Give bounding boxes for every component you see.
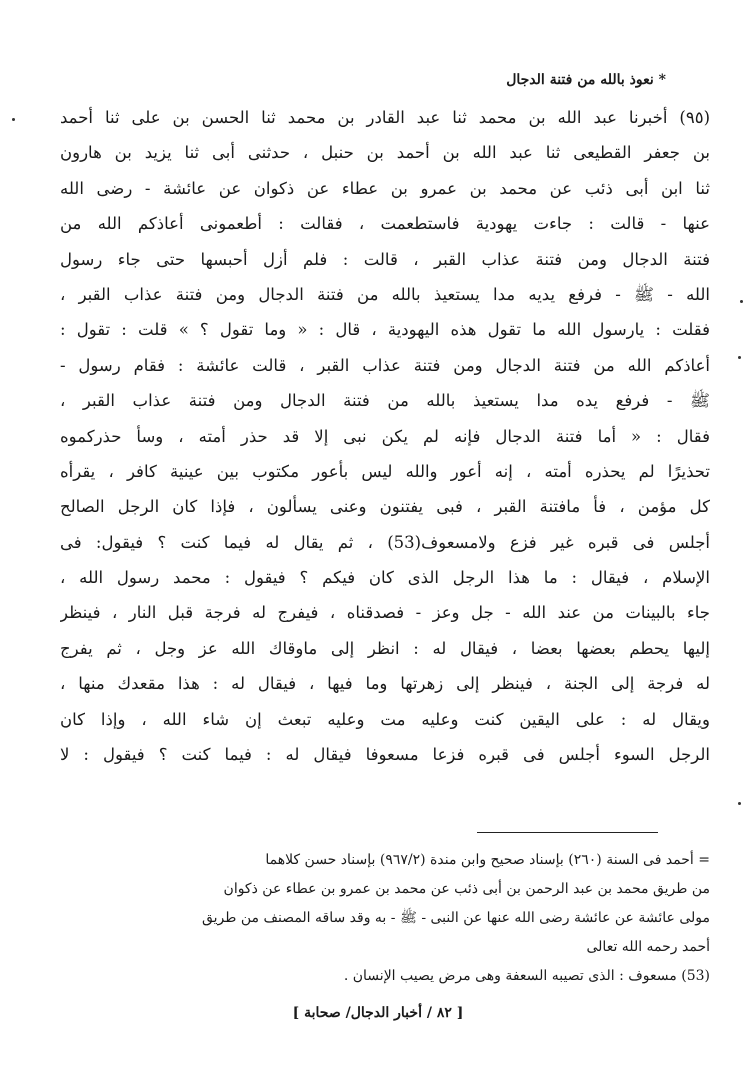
body-line: كل مؤمن ، فأ مافتنة القبر ، فبى يفتنون وعنى يسألون ، فإذا كان الرجل الصالح: [60, 497, 710, 517]
scan-speck: [740, 300, 743, 303]
footnote-line: مولى عائشة عن عائشة رضى الله عنها عن النبى - ﷺ - به وقد ساقه المصنف من طريق: [201, 910, 710, 926]
footnote-divider: [477, 832, 658, 833]
page-footer: [ ٨٢ / أخبار الدجال/ صحابة ]: [292, 1005, 464, 1021]
footnote-line: من طريق محمد بن عبد الرحمن بن أبى ذئب عن محمد بن عمرو بن عطاء عن ذكوان: [223, 881, 710, 897]
body-line: ثنا ابن أبى ذئب عن محمد بن عمرو بن عطاء عن ذكوان عن عائشة - رضى الله: [60, 178, 710, 198]
body-line: (٩٥) أخبرنا عبد الله بن محمد ثنا عبد القادر بن محمد ثنا الحسن بن على ثنا أحمد: [60, 108, 710, 127]
body-line: له فرجة إلى الجنة ، فينظر إلى زهرتها وما فيها ، فيقال له : هذا مقعدك منها ،: [60, 674, 710, 694]
body-line: جاء بالبينات من عند الله - جل وعز - فصدقناه ، فيفرج له فرجة قبل النار ، فينظر: [60, 603, 710, 623]
body-line: الإسلام ، فيقال : ما هذا الرجل الذى كان فيكم ؟ فيقول : محمد رسول الله ،: [60, 568, 710, 588]
body-line: فتنة الدجال ومن فتنة عذاب القبر ، قالت : فلم أزل أحبسها حتى جاء رسول: [60, 249, 710, 269]
footnote-line: (53) مسعوف : الذى تصيبه السعفة وهى مرض يصيب الإنسان .: [343, 968, 710, 984]
body-line: إليها يحطم بعضها بعضا ، فيقال له : انظر إلى ماوقاك الله عز وجل ، ثم يفرج: [60, 638, 710, 658]
body-text: [60, 100, 710, 772]
body-line: تحذيرًا لم يحذره أمته ، إنه أعور والله ليس بأعور مكتوب بين عينية كافر ، يقرأه: [60, 461, 710, 481]
body-line: ويقال له : على اليقين كنت وعليه مت وعليه تبعث إن شاء الله ، وإذا كان: [60, 709, 710, 729]
body-line: أجلس فى قبره غير فزع ولامسعوف(53) ، ثم يقال له فيما كنت ؟ فيقول: فى: [60, 532, 710, 552]
body-line: فقال : « أما فتنة الدجال فإنه لم يكن نبى إلا قد حذر أمته ، وسأ حذركموه: [60, 426, 710, 446]
body-line: بن جعفر القطيعى ثنا عبد الله بن أحمد بن حنبل ، حدثنى أبى ثنا يزيد بن هارون: [60, 143, 710, 163]
scan-speck: [12, 118, 15, 121]
footnote-line: = أحمد فى السنة (٢٦٠) بإسناد صحيح وابن مندة (٩٦٧/٢) بإسناد حسن كلاهما: [265, 852, 710, 868]
scan-speck: [738, 802, 741, 805]
body-line: الله - ﷺ - فرفع يديه مدا يستعيذ بالله من فتنة الدجال ومن فتنة عذاب القبر ،: [60, 284, 710, 304]
body-line: الرجل السوء أجلس فى قبره فزعا مسعوفا فيقال له : فيما كنت ؟ فيقول : لا: [60, 745, 710, 765]
running-header: * نعوذ بالله من فتنة الدجال: [506, 72, 666, 88]
scan-speck: [738, 356, 741, 359]
body-line: عنها - قالت : جاءت يهودية فاستطعمت ، فقالت : أطعمونى أعاذكم الله من: [60, 214, 710, 234]
body-line: ﷺ - فرفع يده مدا يستعيذ بالله من فتنة الدجال ومن فتنة عذاب القبر ،: [60, 391, 710, 411]
footnotes: [60, 846, 710, 991]
body-line: فقلت : يارسول الله ما تقول هذه اليهودية ، قال : « وما تقول ؟ » قلت : تقول :: [60, 320, 710, 340]
footnote-line: أحمد رحمه الله تعالى: [586, 939, 710, 955]
body-line: أعاذكم الله من فتنة الدجال ومن فتنة عذاب القبر ، قالت عائشة : فقام رسول -: [60, 355, 710, 375]
